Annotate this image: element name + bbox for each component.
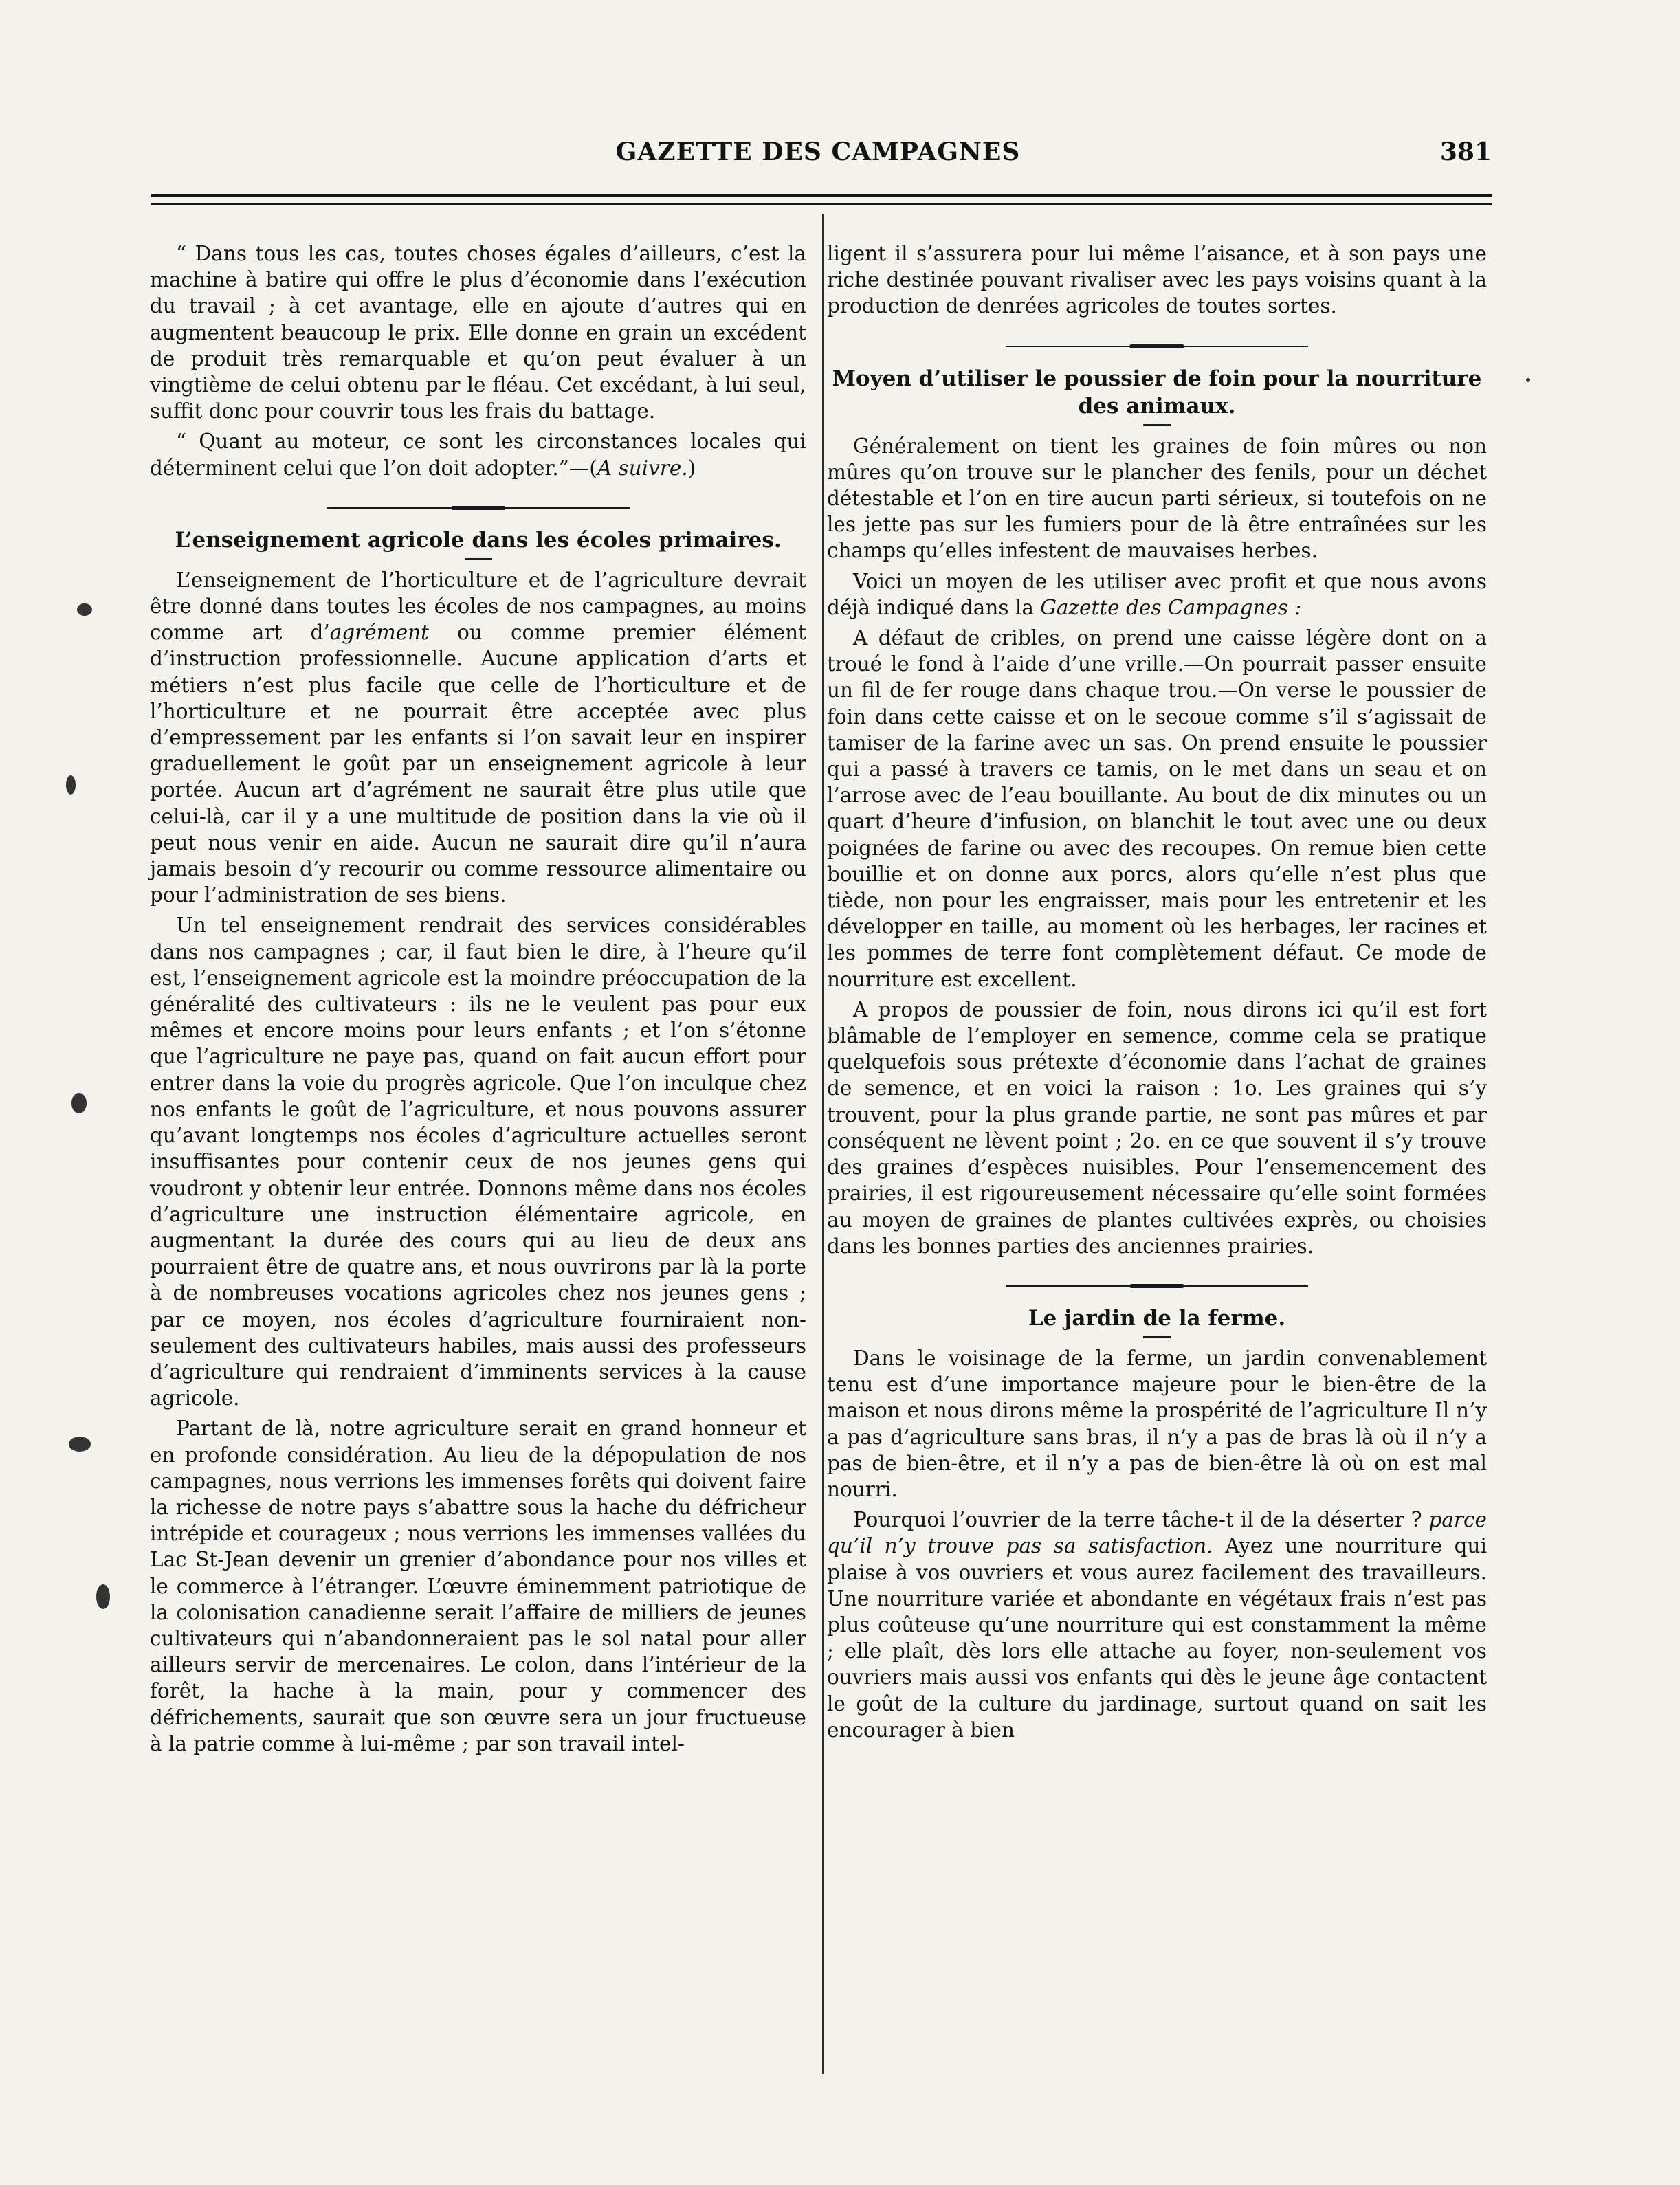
paragraph: A défaut de cribles, on prend une caisse légère dont on a troué le fond à l’aide d’une vrille.—On pourrait passer ensuite un fil de fer rouge dans chaque trou.—On verse le poussier de foin dans cette caisse et on le secoue comme s’il s’agissait de tamiser de la farine avec un sas. On prend ensuite le poussier qui a passé à travers ce tamis, on le met dans un seau et on l’arrose avec de l’eau bouillante. Au bout de dix minutes ou un quart d’heure d’infusion, on blanchit le tout avec une ou deux poignées de farine ou avec des recoupes. On remue bien cette bouillie et on donne aux porcs, alors qu’elle n’est plus que tiède, non pour les engraisser, mais pour les entretenir et les développer en taille, au moment où les herbages, ler racines et les pommes de terre font complètement défaut. Ce mode de nourriture est excellent. — [827, 626, 1487, 991]
paragraph: Dans le voisinage de la ferme, un jardin convenablement tenu est d’une importance majeure pour le bien-être de la maison et nous dirons même la prospérité de l’agriculture Il n’y a pas d’agriculture sans bras, il n’y a pas de bras là où il n’y a pas de bien-être, et il n’y a pas de bien-être là où on est mal nourri. — [827, 1346, 1487, 1501]
paragraph: Partant de là, notre agriculture serait en grand honneur et en profonde considération. Au lieu de la dépopulation de nos campagnes, nous verrions les immenses forêts qui doivent faire la richesse de notre pays s’abattre sous la hache du défricheur intrépide et courageux ; nous verrions les immenses vallées du Lac St-Jean devenir un grenier d’abondance pour nos villes et le commerce à l’étranger. L’œuvre éminemment patriotique de la colonisation canadienne serait l’affaire de milliers de jeunes cultivateurs qui n’abandonneraient pas le sol natal pour aller ailleurs servir de mercenaires. Le colon, dans l’intérieur de la forêt, la hache à la main, pour y commencer des défrichements, saurait que son œuvre sera un jour fructueuse à la patrie comme à lui-même ; par son travail intel- — [150, 1417, 806, 1755]
article-heading: L’enseignement agricole dans les écoles primaires. — [175, 527, 782, 553]
heading-dash — [1143, 424, 1171, 426]
column-divider — [822, 214, 824, 2074]
section-divider — [327, 506, 630, 510]
scan-speck — [66, 775, 76, 795]
section-divider — [1006, 344, 1308, 348]
scan-speck — [77, 603, 92, 616]
heading-dash — [465, 558, 492, 560]
paragraph: Voici un moyen de les utiliser avec profit et que nous avons déjà indiqué dans la Gazette des Campagnes : — [827, 569, 1487, 619]
scan-speck — [1526, 378, 1530, 382]
scan-speck — [69, 1437, 91, 1452]
left-column — [150, 241, 806, 1761]
running-head — [144, 137, 1492, 179]
paragraph: ligent il s’assurera pour lui même l’aisance, et à son pays une riche destinée pouvant rivaliser avec les pays voisins quant à la production de denrées agricoles de toutes sortes. — [827, 242, 1487, 318]
italic-note: A suivre. — [597, 456, 688, 480]
paragraph: “ Dans tous les cas, toutes choses égales d’ailleurs, c’est la machine à batire qui offre le plus d’économie dans l’exécution du travail ; à cet avantage, elle en ajoute d’autres qui en augmentent beaucoup le prix. Elle donne en grain un excédent de produit très remarquable et qu’on peut évaluer à un vingtième de celui obtenu par le fléau. Cet excédant, à lui seul, suffit donc pour couvrir tous les frais du battage. — [150, 242, 806, 423]
page-title: GAZETTE DES CAMPAGNES — [615, 137, 1021, 166]
scan-speck — [96, 1584, 110, 1609]
article-heading: Moyen d’utiliser le poussier de foin pour la nourriture des animaux. — [832, 366, 1482, 419]
heading-dash — [1143, 1336, 1171, 1338]
article-heading: Le jardin de la ferme. — [1028, 1305, 1286, 1331]
paragraph: Généralement on tient les graines de foin mûres ou non mûres qu’on trouve sur le plancher des fenils, pour un déchet détestable et l’on en tire aucun parti sérieux, si toutefois on ne les jette pas sur les fumiers pour de là être entraînées sur les champs qu’elles infestent de mauvaises herbes. — [827, 434, 1487, 563]
paragraph: L’enseignement de l’horticulture et de l’agriculture devrait être donné dans toutes les écoles de nos campagnes, au moins comme art d’agrément ou comme premier élément d’instruction professionnelle. Aucune application d’arts et métiers n’est plus facile que celle de l’horticulture et de l’horticulture et ne pourrait être acceptée avec plus d’empressement par les enfants si l’on savait leur en inspirer graduellement le goût par un enseignement agricole à leur portée. Aucun art d’agrément ne saurait être plus utile que celui-là, car il y a une multitude de position dans la vie où il peut nous venir en aide. Aucun ne saurait dire qu’il n’aura jamais besoin d’y recourir ou comme ressource alimentaire ou pour l’administration de ses biens. — [150, 568, 806, 907]
paragraph: A propos de poussier de foin, nous dirons ici qu’il est fort blâmable de l’employer en semence, comme cela se pratique quelquefois sous prétexte d’économie dans l’achat de graines de semence, et en voici la raison : 1o. Les graines qui s’y trouvent, pour la plus grande partie, ne sont pas mûres et par conséquent ne lèvent point ; 2o. en ce que souvent il s’y trouve des graines d’espèces nuisibles. Pour l’ensemencement des prairies, il est rigoureusement nécessaire qu’elle soint formées au moyen de graines de plantes cultivées exprès, ou choisies dans les bonnes parties des anciennes prairies. — [827, 997, 1487, 1258]
section-divider — [1006, 1284, 1308, 1288]
paragraph: Un tel enseignement rendrait des services considérables dans nos campagnes ; car, il faut bien le dire, à l’heure qu’il est, l’enseignement agricole est la moindre préoccupation de la généralité des cultivateurs : ils ne le veulent pas pour eux mêmes et encore moins pour leurs enfants ; et l’on s’étonne que l’agriculture ne paye pas, quand on fait aucun effort pour entrer dans la voie du progrès agricole. Que l’on inculque chez nos enfants le goût de l’agriculture, et nous pouvons assurer qu’avant longtemps nos écoles d’agriculture actuelles seront insuffisantes pour contenir ceux de nos jeunes gens qui voudront y obtenir leur entrée. Donnons même dans nos écoles d’agriculture une instruction élémentaire agricole, en augmentant la durée des cours qui au lieu de deux ans pourraient être de quatre ans, et nous ouvrirons par là la porte à de nombreuses vocations agricoles chez nos jeunes gens ; par ce moyen, nos écoles d’agriculture fourniraient non-seulement des cultivateurs habiles, mais aussi des professeurs d’agriculture qui rendraient d’imminents services à la cause agricole. — [150, 913, 806, 1410]
paragraph: Pourquoi l’ouvrier de la terre tâche-t il de la déserter ? parce qu’il n’y trouve pas sa satisfaction. Ayez une nourriture qui plaise à vos ouvriers et vous aurez facilement des travailleurs. Une nourriture variée et abondante en végétaux frais n’est pas plus coûteuse qu’une nourriture qui est constamment la même ; elle plaît, dès lors elle attache au foyer, non-seulement vos ouvriers mais aussi vos enfants qui dès le jeune âge contactent le goût de la culture du jardinage, surtout quand on sait les encourager à bien — [827, 1508, 1487, 1742]
right-column — [827, 241, 1487, 1747]
page-number: 381 — [1439, 137, 1492, 166]
paragraph: “ Quant au moteur, ce sont les circonstances locales qui déterminent celui que l’on doit adopter.”—(A suivre.) — [150, 430, 806, 480]
scan-speck — [71, 1093, 87, 1113]
header-double-rule — [151, 194, 1492, 205]
